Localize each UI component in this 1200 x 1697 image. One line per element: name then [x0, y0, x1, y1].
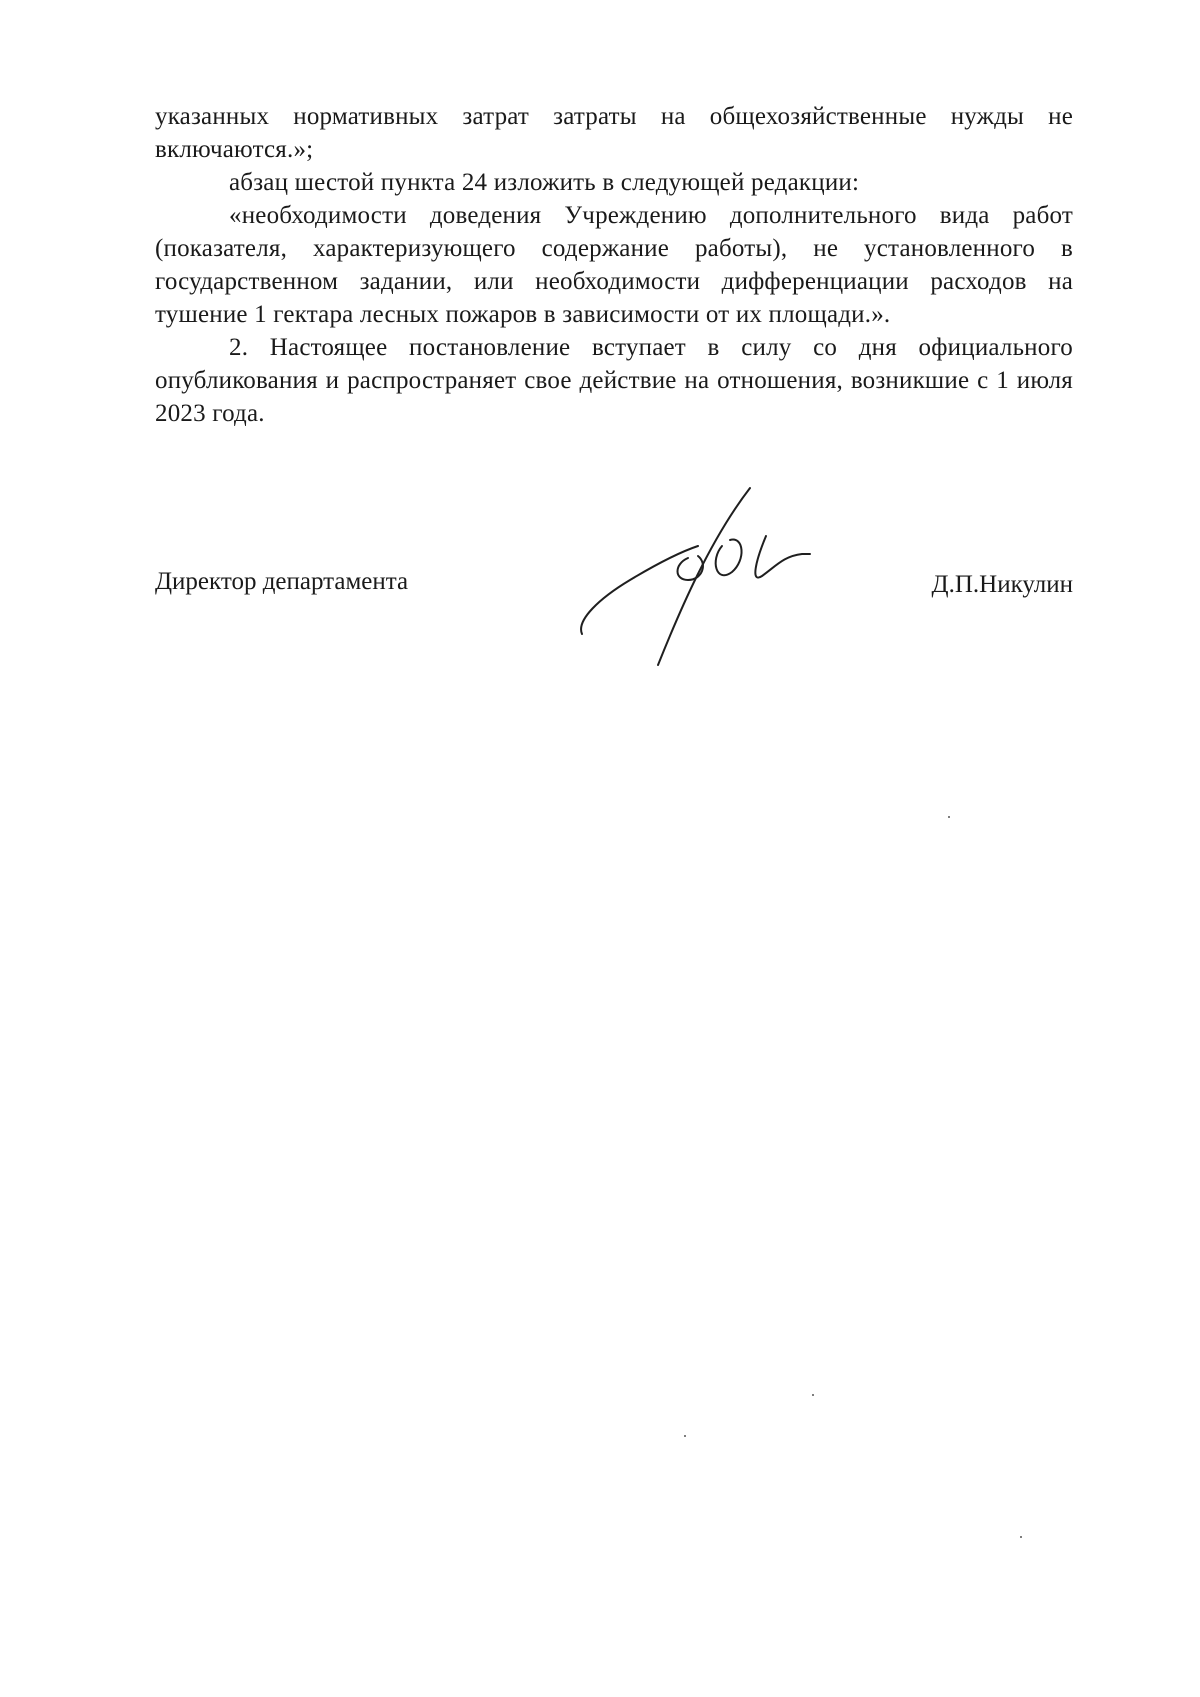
- document-body: [155, 100, 1073, 430]
- scan-speck: [1020, 1536, 1022, 1538]
- paragraph-effective-date: 2. Настоящее постановление вступает в силу со дня официального опубликования и распространяет свое действие на отношения, возникшие с 1 июля 2023 года.: [155, 334, 1073, 427]
- paragraph-amendment-intro: абзац шестой пункта 24 изложить в следующей редакции:: [229, 169, 860, 196]
- scan-speck: [948, 816, 950, 818]
- paragraph-amendment-text: «необходимости доведения Учреждению дополнительного вида работ (показателя, характеризующего содержание работы), не установленного в государственном задании, или необходимости дифференциации расходов на тушение 1 гектара лесных пожаров в зависимости от их площади.».: [155, 202, 1073, 328]
- handwritten-signature: [570, 480, 830, 670]
- signatory-name: Д.П.Никулин: [931, 571, 1073, 598]
- paragraph-continuation: указанных нормативных затрат затраты на общехозяйственные нужды не включаются.»;: [155, 103, 1073, 163]
- scan-speck: [812, 1394, 814, 1396]
- signatory-position: Директор департамента: [155, 568, 409, 595]
- scan-speck: [684, 1435, 686, 1437]
